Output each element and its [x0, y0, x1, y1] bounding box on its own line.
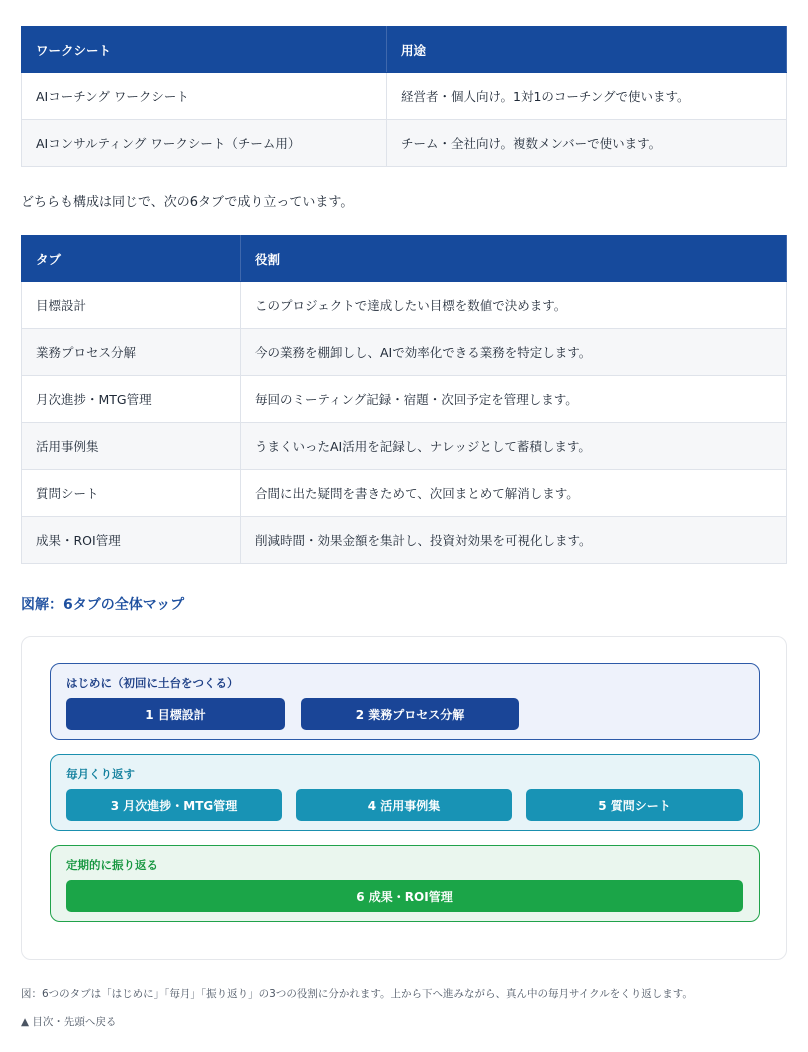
group-label: 毎月くり返す — [66, 767, 135, 781]
table-header-row — [22, 27, 787, 73]
table-row — [22, 282, 787, 329]
figure-title: 図解：6タブの全体マップ — [21, 597, 185, 613]
column-header-role: 役割 — [241, 236, 787, 282]
map-node-monthly-progress: 3 月次進捗・MTG管理 — [66, 789, 282, 821]
map-node-case-studies: 4 活用事例集 — [296, 789, 512, 821]
back-to-top-link[interactable]: ▲ 目次・先頭へ戻る — [21, 1016, 117, 1028]
tab-role: 合間に出た疑問を書きためて、次回まとめて解消します。 — [241, 470, 787, 517]
worksheet-name: AIコーチング ワークシート — [22, 73, 387, 120]
tab-role: うまくいったAI活用を記録し、ナレッジとして蓄積します。 — [241, 423, 787, 470]
figure-caption: 図：6つのタブは「はじめに」「毎月」「振り返り」の3つの役割に分かれます。上から下へ進みながら、真ん中の毎月サイクルをくり返します。 — [21, 988, 693, 1000]
intro-paragraph: どちらも構成は同じで、次の6タブで成り立っています。 — [21, 195, 354, 210]
table-row — [22, 73, 787, 120]
map-node-roi: 6 成果・ROI管理 — [66, 880, 743, 912]
group-review — [50, 845, 760, 922]
worksheet-purpose: チーム・全社向け。複数メンバーで使います。 — [387, 120, 787, 167]
tab-map-diagram — [21, 636, 787, 960]
map-node-question-sheet: 5 質問シート — [526, 789, 743, 821]
table-row — [22, 120, 787, 167]
tab-role: 毎回のミーティング記録・宿題・次回予定を管理します。 — [241, 376, 787, 423]
tab-role: このプロジェクトで達成したい目標を数値で決めます。 — [241, 282, 787, 329]
table-header-row — [22, 236, 787, 282]
tab-name: 月次進捗・MTG管理 — [22, 376, 241, 423]
table-row — [22, 329, 787, 376]
group-label: 定期的に振り返る — [66, 858, 158, 872]
tab-name: 目標設計 — [22, 282, 241, 329]
group-getting-started — [50, 663, 760, 740]
tab-role: 削減時間・効果金額を集計し、投資対効果を可視化します。 — [241, 517, 787, 564]
group-monthly — [50, 754, 760, 831]
worksheet-table — [21, 26, 787, 167]
map-node-process-breakdown: 2 業務プロセス分解 — [301, 698, 519, 730]
table-row — [22, 470, 787, 517]
map-node-goal-design: 1 目標設計 — [66, 698, 285, 730]
tab-name: 成果・ROI管理 — [22, 517, 241, 564]
tab-name: 質問シート — [22, 470, 241, 517]
worksheet-purpose: 経営者・個人向け。1対1のコーチングで使います。 — [387, 73, 787, 120]
tab-name: 活用事例集 — [22, 423, 241, 470]
table-row — [22, 423, 787, 470]
worksheet-name: AIコンサルティング ワークシート（チーム用） — [22, 120, 387, 167]
column-header-tab: タブ — [22, 236, 241, 282]
tab-name: 業務プロセス分解 — [22, 329, 241, 376]
table-row — [22, 517, 787, 564]
group-label: はじめに（初回に土台をつくる） — [66, 676, 239, 690]
table-row — [22, 376, 787, 423]
column-header-purpose: 用途 — [387, 27, 787, 73]
column-header-worksheet: ワークシート — [22, 27, 387, 73]
tab-role: 今の業務を棚卸しし、AIで効率化できる業務を特定します。 — [241, 329, 787, 376]
tabs-table — [21, 235, 787, 564]
